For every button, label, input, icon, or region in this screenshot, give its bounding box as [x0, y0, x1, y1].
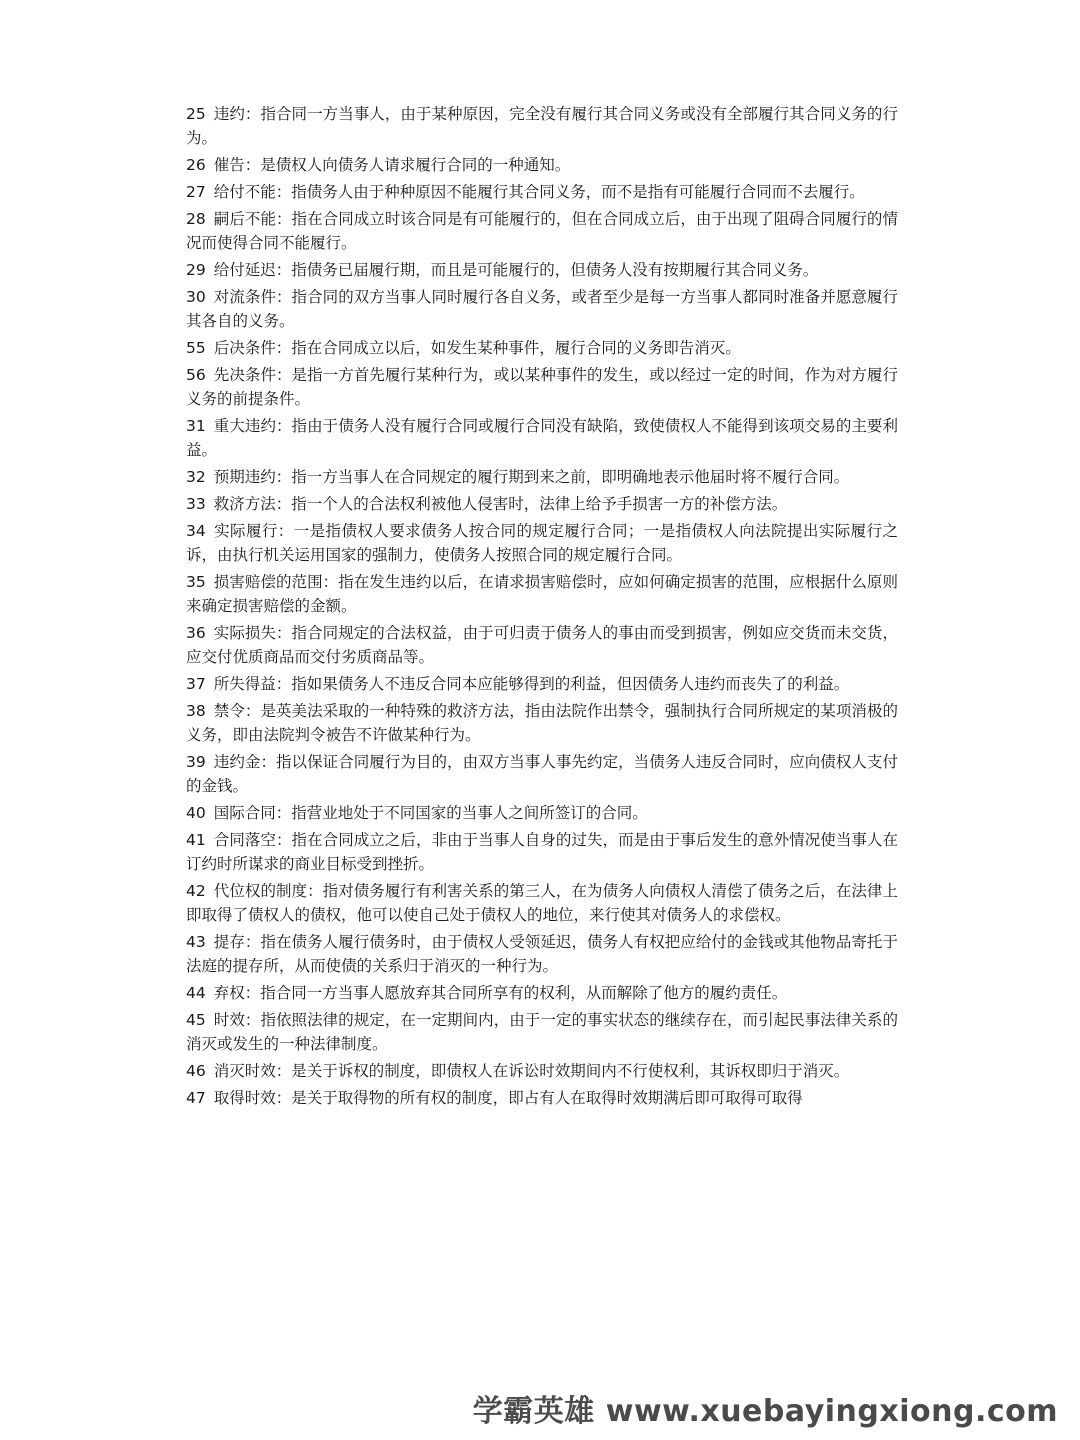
term-text: 代位权的制度：指对债务履行有利害关系的第三人，在为债务人向债权人清偿了债务之后，在法律上即取得了债权人的债权，他可以使自己处于债权人的地位，来行使其对债务人的求偿权。 [186, 882, 898, 924]
term-entry [186, 699, 898, 747]
term-text: 嗣后不能：指在合同成立时该合同是有可能履行的，但在合同成立后，由于出现了阻碍合同履行的情况而使得合同不能履行。 [186, 210, 898, 252]
term-text: 所失得益：指如果债务人不违反合同本应能够得到的利益，但因债务人违约而丧失了的利益。 [213, 675, 850, 693]
term-text: 实际履行：一是指债权人要求债务人按合同的规定履行合同；一是指债权人向法院提出实际履行之诉，由执行机关运用国家的强制力，使债务人按照合同的规定履行合同。 [186, 522, 898, 564]
term-number: 31 [186, 417, 206, 435]
term-text: 预期违约：指一方当事人在合同规定的履行期到来之前，即明确地表示他届时将不履行合同。 [213, 468, 850, 486]
term-entry [186, 519, 898, 567]
term-text: 取得时效：是关于取得物的所有权的制度，即占有人在取得时效期满后即可取得可取得 [213, 1089, 803, 1107]
term-number: 27 [186, 183, 206, 201]
term-number: 46 [186, 1062, 206, 1080]
term-text: 重大违约：指由于债务人没有履行合同或履行合同没有缺陷，致使债权人不能得到该项交易的主要利益。 [186, 417, 898, 459]
term-text: 救济方法：指一个人的合法权利被他人侵害时，法律上给予手损害一方的补偿方法。 [213, 495, 788, 513]
term-entry [186, 1008, 898, 1056]
term-text: 提存：指在债务人履行债务时，由于债权人受领延迟，债务人有权把应给付的金钱或其他物品寄托于法庭的提存所，从而使债的关系归于消灭的一种行为。 [186, 933, 898, 975]
term-number: 40 [186, 804, 206, 822]
term-entry [186, 879, 898, 927]
term-entry [186, 102, 898, 150]
term-entry [186, 750, 898, 798]
term-number: 37 [186, 675, 206, 693]
term-text: 后决条件：指在合同成立以后，如发生某种事件，履行合同的义务即告消灭。 [213, 339, 741, 357]
term-number: 26 [186, 156, 206, 174]
term-entry [186, 207, 898, 255]
term-text: 时效：指依照法律的规定，在一定期间内，由于一定的事实状态的继续存在，而引起民事法律关系的消灭或发生的一种法律制度。 [186, 1011, 898, 1053]
term-number: 36 [186, 624, 206, 642]
term-number: 43 [186, 933, 206, 951]
term-entry [186, 180, 898, 204]
term-entry [186, 981, 898, 1005]
term-entry [186, 285, 898, 333]
term-number: 29 [186, 261, 206, 279]
term-entry [186, 828, 898, 876]
term-entry [186, 363, 898, 411]
term-entry [186, 465, 898, 489]
term-entry [186, 1086, 898, 1110]
term-text: 对流条件：指合同的双方当事人同时履行各自义务，或者至少是每一方当事人都同时准备并愿意履行其各自的义务。 [186, 288, 898, 330]
term-text: 催告：是债权人向债务人请求履行合同的一种通知。 [213, 156, 571, 174]
term-text: 违约：指合同一方当事人，由于某种原因，完全没有履行其合同义务或没有全部履行其合同义务的行为。 [186, 105, 898, 147]
term-number: 41 [186, 831, 206, 849]
term-text: 违约金：指以保证合同履行为目的，由双方当事人事先约定，当债务人违反合同时，应向债权人支付的金钱。 [186, 753, 898, 795]
term-number: 47 [186, 1089, 206, 1107]
term-text: 实际损失：指合同规定的合法权益，由于可归责于债务人的事由而受到损害，例如应交货而未交货，应交付优质商品而交付劣质商品等。 [186, 624, 898, 666]
document-body [186, 102, 898, 1113]
term-text: 损害赔偿的范围：指在发生违约以后，在请求损害赔偿时，应如何确定损害的范围，应根据什么原则来确定损害赔偿的金额。 [186, 573, 898, 615]
site-watermark: 学霸英雄 www.xuebayingxiong.com [472, 1394, 1058, 1429]
term-text: 先决条件：是指一方首先履行某种行为，或以某种事件的发生，或以经过一定的时间，作为对方履行义务的前提条件。 [186, 366, 898, 408]
term-entry [186, 801, 898, 825]
term-text: 消灭时效：是关于诉权的制度，即债权人在诉讼时效期间内不行使权利，其诉权即归于消灭。 [213, 1062, 850, 1080]
term-text: 禁令：是英美法采取的一种特殊的救济方法，指由法院作出禁令，强制执行合同所规定的某项消极的义务，即由法院判令被告不许做某种行为。 [186, 702, 898, 744]
term-text: 弃权：指合同一方当事人愿放弃其合同所享有的权利，从而解除了他方的履约责任。 [213, 984, 788, 1002]
term-number: 38 [186, 702, 206, 720]
term-entry [186, 153, 898, 177]
term-entry [186, 930, 898, 978]
term-number: 42 [186, 882, 206, 900]
term-entry [186, 258, 898, 282]
term-number: 25 [186, 105, 206, 123]
term-number: 28 [186, 210, 206, 228]
term-entry [186, 1059, 898, 1083]
term-number: 39 [186, 753, 206, 771]
term-text: 给付不能：指债务人由于种种原因不能履行其合同义务，而不是指有可能履行合同而不去履行。 [213, 183, 865, 201]
term-entry [186, 621, 898, 669]
term-number: 33 [186, 495, 206, 513]
term-entry [186, 492, 898, 516]
term-entry [186, 672, 898, 696]
term-number: 30 [186, 288, 206, 306]
term-entry [186, 414, 898, 462]
term-number: 32 [186, 468, 206, 486]
term-number: 34 [186, 522, 206, 540]
term-text: 国际合同：指营业地处于不同国家的当事人之间所签订的合同。 [213, 804, 648, 822]
term-number: 55 [186, 339, 206, 357]
term-entry [186, 570, 898, 618]
term-number: 35 [186, 573, 206, 591]
term-number: 45 [186, 1011, 206, 1029]
term-text: 合同落空：指在合同成立之后，非由于当事人自身的过失，而是由于事后发生的意外情况使当事人在订约时所谋求的商业目标受到挫折。 [186, 831, 898, 873]
term-text: 给付延迟：指债务已届履行期，而且是可能履行的，但债务人没有按期履行其合同义务。 [213, 261, 819, 279]
term-number: 44 [186, 984, 206, 1002]
term-number: 56 [186, 366, 206, 384]
term-entry [186, 336, 898, 360]
